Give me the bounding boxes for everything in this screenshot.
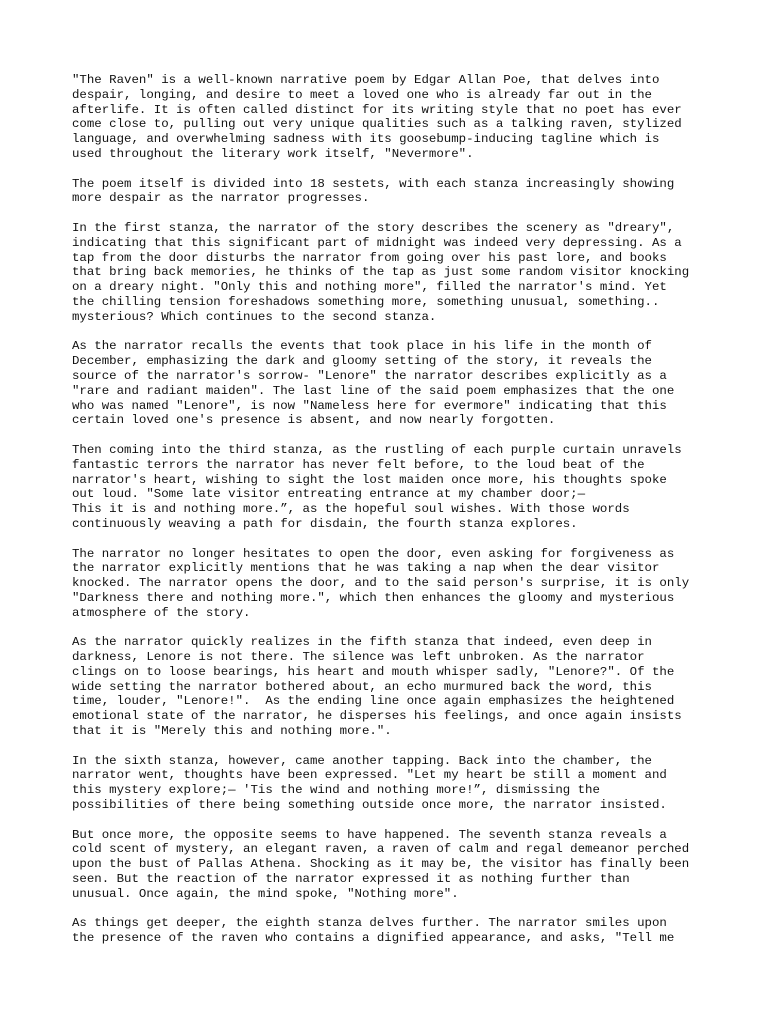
text-line: despair, longing, and desire to meet a loved one who is already far out in the <box>72 87 652 102</box>
text-line: clings on to loose bearings, his heart and mouth whisper sadly, "Lenore?". Of the <box>72 664 675 679</box>
text-line: language, and overwhelming sadness with its goosebump-inducing tagline which is <box>72 132 660 147</box>
document-body <box>72 73 712 961</box>
paragraph <box>72 547 712 621</box>
text-line: "rare and radiant maiden". The last line of the said poem emphasizes that the one <box>72 383 675 398</box>
text-line: As the narrator recalls the events that took place in his life in the month of <box>72 339 652 354</box>
text-line: upon the bust of Pallas Athena. Shocking as it may be, the visitor has finally been <box>72 857 690 872</box>
text-line: that it is "Merely this and nothing more.". <box>72 724 392 739</box>
text-line: that bring back memories, he thinks of the tap as just some random visitor knocking <box>72 265 690 280</box>
text-line: used throughout the literary work itself, "Nevermore". <box>72 146 474 161</box>
text-line: December, emphasizing the dark and gloomy setting of the story, it reveals the <box>72 354 652 369</box>
text-line: As the narrator quickly realizes in the fifth stanza that indeed, even deep in <box>72 635 652 650</box>
text-line: certain loved one's presence is absent, and now nearly forgotten. <box>72 413 556 428</box>
text-line: this mystery explore;— 'Tis the wind and nothing more!”, dismissing the <box>72 783 600 798</box>
text-line: The poem itself is divided into 18 sestets, with each stanza increasingly showing <box>72 176 675 191</box>
text-line: the presence of the raven who contains a dignified appearance, and asks, "Tell me <box>72 931 675 946</box>
text-line: "The Raven" is a well-known narrative poem by Edgar Allan Poe, that delves into <box>72 73 660 87</box>
text-line: out loud. "Some late visitor entreating entrance at my chamber door;— <box>72 487 586 502</box>
paragraph <box>72 339 712 428</box>
text-line: darkness, Lenore is not there. The silence was left unbroken. As the narrator <box>72 650 645 665</box>
text-line: indicating that this significant part of midnight was indeed very depressing. As a <box>72 235 682 250</box>
text-line: come close to, pulling out very unique qualities such as a talking raven, stylized <box>72 117 682 132</box>
text-line: emotional state of the narrator, he disperses his feelings, and once again insists <box>72 709 682 724</box>
text-line: who was named "Lenore", is now "Nameless here for evermore" indicating that this <box>72 398 667 413</box>
text-line: tap from the door disturbs the narrator from going over his past lore, and books <box>72 250 667 265</box>
text-line: As things get deeper, the eighth stanza delves further. The narrator smiles upon <box>72 916 667 931</box>
text-line: the narrator explicitly mentions that he was taking a nap when the dear visitor <box>72 561 660 576</box>
text-line: wide setting the narrator bothered about, an echo murmured back the word, this <box>72 679 652 694</box>
text-line: afterlife. It is often called distinct for its writing style that no poet has ever <box>72 102 682 117</box>
text-line: "Darkness there and nothing more.", which then enhances the gloomy and mysterious <box>72 590 675 605</box>
text-line: time, louder, "Lenore!". As the ending line once again emphasizes the heightened <box>72 694 675 709</box>
paragraph <box>72 916 712 946</box>
text-line: narrator went, thoughts have been expressed. "Let my heart be still a moment and <box>72 768 667 783</box>
text-line: cold scent of mystery, an elegant raven, a raven of calm and regal demeanor perched <box>72 842 690 857</box>
text-line: unusual. Once again, the mind spoke, "Nothing more". <box>72 886 459 901</box>
paragraph <box>72 177 712 207</box>
paragraph <box>72 828 712 902</box>
text-line: source of the narrator's sorrow- "Lenore" the narrator describes explicitly as a <box>72 368 667 383</box>
paragraph <box>72 754 712 813</box>
text-line: This it is and nothing more.”, as the hopeful soul wishes. With those words <box>72 502 630 517</box>
text-line: Then coming into the third stanza, as the rustling of each purple curtain unravels <box>72 442 682 457</box>
text-line: on a dreary night. "Only this and nothing more", filled the narrator's mind. Yet <box>72 280 667 295</box>
paragraph <box>72 443 712 532</box>
text-line: narrator's heart, wishing to sight the lost maiden once more, his thoughts spoke <box>72 472 667 487</box>
text-line: mysterious? Which continues to the second stanza. <box>72 309 437 324</box>
text-line: continuously weaving a path for disdain, the fourth stanza explores. <box>72 516 578 531</box>
text-line: more despair as the narrator progresses. <box>72 191 370 206</box>
paragraph <box>72 635 712 739</box>
text-line: fantastic terrors the narrator has never felt before, to the loud beat of the <box>72 457 645 472</box>
text-line: In the sixth stanza, however, came another tapping. Back into the chamber, the <box>72 753 652 768</box>
paragraph <box>72 73 712 162</box>
text-line: atmosphere of the story. <box>72 605 251 620</box>
text-line: knocked. The narrator opens the door, and to the said person's surprise, it is only <box>72 576 690 591</box>
text-line: The narrator no longer hesitates to open the door, even asking for forgiveness as <box>72 546 675 561</box>
text-line: the chilling tension foreshadows something more, something unusual, something.. <box>72 294 660 309</box>
text-line: seen. But the reaction of the narrator expressed it as nothing further than <box>72 872 630 887</box>
text-line: possibilities of there being something outside once more, the narrator insisted. <box>72 798 667 813</box>
text-line: In the first stanza, the narrator of the story describes the scenery as "dreary", <box>72 220 675 235</box>
text-line: But once more, the opposite seems to have happened. The seventh stanza reveals a <box>72 827 667 842</box>
paragraph <box>72 221 712 325</box>
